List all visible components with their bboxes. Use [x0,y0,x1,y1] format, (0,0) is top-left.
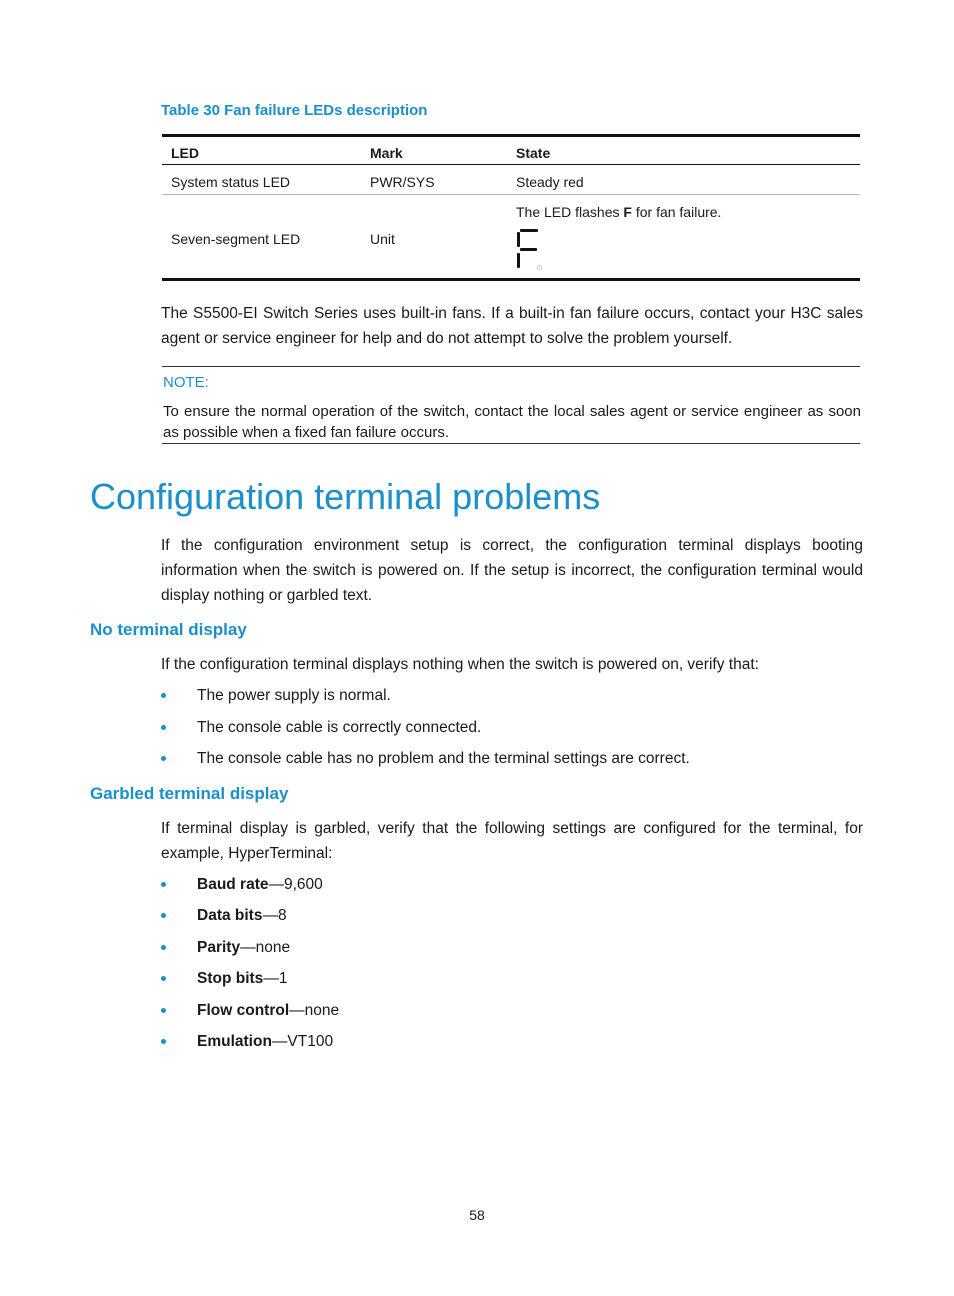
bullet-icon [161,725,166,730]
row2-state-bold: F [623,204,632,220]
note-text: To ensure the normal operation of the switch, contact the local sales agent or service engineer as soon as possible when a fixed fan failure occurs. [163,403,861,441]
bullet-icon [161,1039,166,1044]
row1-led: System status LED [171,174,291,190]
no-display-intro: If the configuration terminal displays nothing when the switch is powered on, verify that: [161,656,759,673]
header-led: LED [171,145,199,161]
page-number: 58 [469,1207,485,1223]
bullet-icon [161,913,166,918]
garbled-title: Garbled terminal display [90,784,289,803]
section-title: Configuration terminal problems [90,476,601,517]
row2-state [516,204,721,220]
note-top-rule [162,366,860,367]
table-top-rule [162,134,860,137]
bullet-icon [161,882,166,887]
garbled-intro: If terminal display is garbled, verify that the following settings are configured for the terminal, for example, HyperTerminal: [161,820,863,862]
no-display-title: No terminal display [90,620,247,639]
fan-intro-paragraph: The S5500-EI Switch Series uses built-in fans. If a built-in fan failure occurs, contact your H3C sales agent or service engineer for help and do not attempt to solve the problem yourself. [161,305,863,347]
row2-led: Seven-segment LED [171,231,301,247]
table-header-rule [162,164,860,165]
bullet-icon [161,693,166,698]
header-mark: Mark [370,145,403,161]
bullet-icon [161,756,166,761]
table-caption: Table 30 Fan failure LEDs description [161,102,428,119]
note-label: NOTE: [163,374,209,391]
header-state: State [516,145,551,161]
table-bottom-rule [162,278,860,281]
row2-state-pre: The LED flashes [516,204,624,220]
bullet-icon [161,945,166,950]
bullet-icon [161,976,166,981]
row1-mark: PWR/SYS [370,174,435,190]
row2-state-post: for fan failure. [631,204,722,220]
seven-segment-f-icon [516,229,546,271]
row1-state: Steady red [516,174,584,190]
note-bottom-rule [162,443,860,444]
bullet-icon [161,1008,166,1013]
table-row-rule [162,194,860,195]
section-intro: If the configuration environment setup is correct, the configuration terminal displays booting information when the switch is powered on. If the setup is incorrect, the configuration terminal would display nothing or garbled text. [161,537,863,604]
row2-mark: Unit [370,231,395,247]
